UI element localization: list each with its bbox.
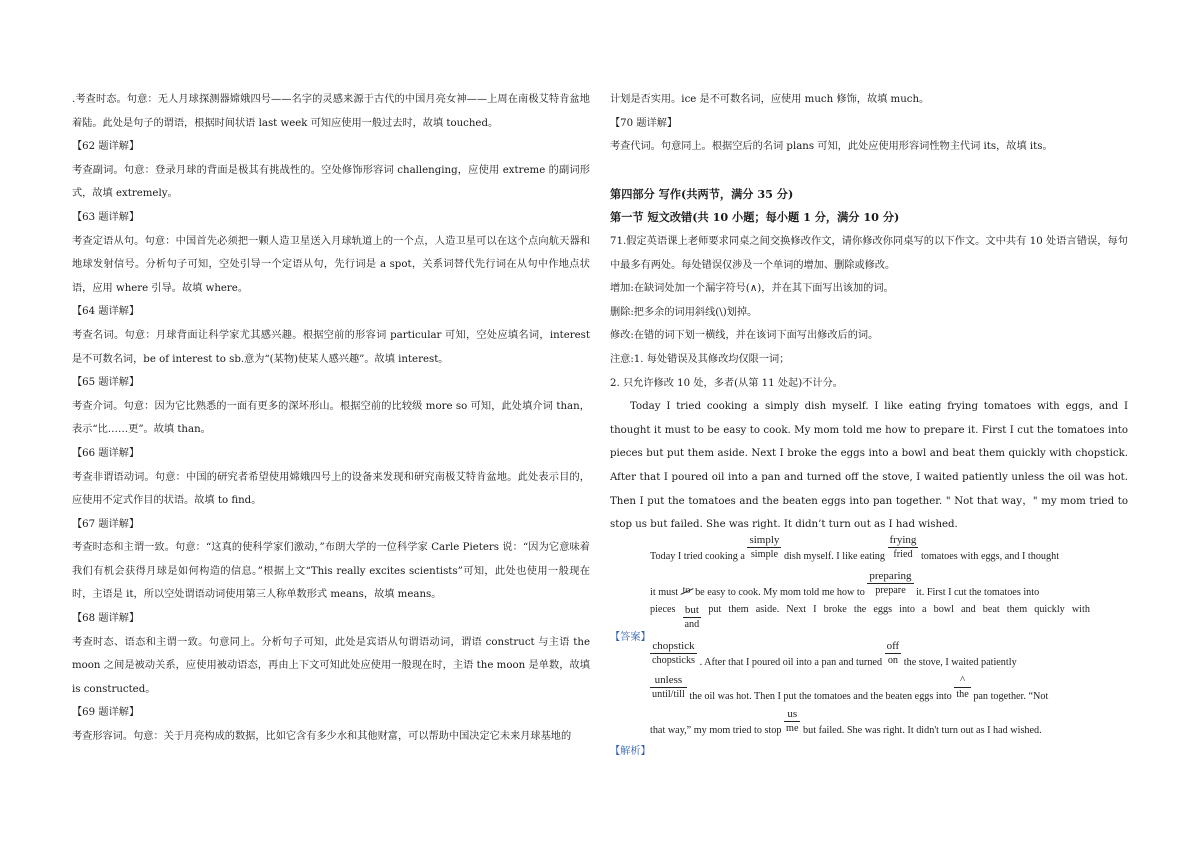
- correction-new: but: [683, 604, 702, 618]
- fig-word: into: [899, 604, 915, 615]
- right-column: [610, 88, 1128, 537]
- correction-new: unless: [650, 674, 687, 688]
- rule-modify: 修改:在错的词下划一横线，并在该词下面写出修改后的词。: [610, 330, 879, 342]
- q69-text: 考查形容词。句意：关于月亮构成的数据，比如它含有多少水和其他财富，可以帮助中国决定它未来月球基地的: [72, 731, 572, 743]
- fig-word: a: [922, 604, 927, 615]
- correction-old: me: [786, 723, 799, 734]
- correction-old: and: [684, 619, 700, 630]
- fig-word: beat: [982, 604, 1000, 615]
- correction-chopstick: [650, 640, 697, 668]
- fig-text: . After that I poured oil into a pan and turned: [699, 657, 883, 668]
- correction-simply: [747, 534, 781, 562]
- fig-word: quickly: [1034, 604, 1065, 615]
- fig-line-4: [650, 640, 1090, 668]
- fig-word: them: [728, 604, 749, 615]
- correction-us: [784, 708, 800, 736]
- fig-line-2: [650, 570, 1090, 598]
- correction-old: fried: [893, 549, 913, 560]
- fig-text: it must: [650, 587, 679, 598]
- section1-heading: 第一节 短文改错(共 10 小题；每小题 1 分，满分 10 分): [610, 210, 900, 225]
- fig-word: bowl: [933, 604, 954, 615]
- fig-text: pan together. “Not: [973, 691, 1049, 702]
- fig-text: pieces: [650, 604, 676, 615]
- part4-heading: 第四部分 写作(共两节，满分 35 分): [610, 186, 794, 201]
- fig-text: tomatoes with eggs, and I thought: [920, 551, 1060, 562]
- fig-word: them: [1006, 604, 1028, 615]
- correction-old: prepare: [875, 585, 906, 596]
- q62-text: 考查副词。句意：登录月球的背面是极其有挑战性的。空处修饰形容词 challenging，应使用 extreme 的副词形式，故填 extremely。: [72, 164, 590, 200]
- spacer: [610, 159, 1128, 183]
- fig-text: dish myself. I like eating: [783, 551, 885, 562]
- correction-to-deleted: [681, 584, 693, 598]
- fig-text: but failed. She was right. It didn't turn out as I had wished.: [803, 725, 1042, 736]
- q71-intro: 71.假定英语课上老师要求同桌之间交换修改作文，请你修改你同桌写的以下作文。文中共有 10 处语言错误，每句中最多有两处。每处错误仅涉及一个单词的增加、删除或修改。: [610, 235, 1128, 271]
- q61-tail: .考查时态。句意：无人月球探测器嫦娥四号——名字的灵感来源于古代的中国月亮女神——上周在南极艾特肯盆地着陆。此处是句子的谓语，根据时间状语 last week 可知应使用一般过去时，故填 touched。: [72, 94, 590, 129]
- fig-word: with: [1071, 604, 1090, 615]
- fig-word: aside.: [755, 604, 780, 615]
- correction-new: frying: [889, 534, 917, 546]
- correction-new: off: [886, 640, 900, 652]
- correction-unless: [650, 674, 687, 702]
- q63-text: 考查定语从句。句意：中国首先必须把一颗人造卫星送入月球轨道上的一个点，人造卫星可以在这个点向航天器和地球发射信号。分析句子可知，空处引导一个定语从句，先行词是 a spot，关系词替代先行词在从句中作地点状语，应用 where 引导。故填 where。: [72, 235, 590, 294]
- deleted-word: to: [682, 585, 691, 596]
- answer-label: 【答案】: [610, 632, 651, 643]
- left-column: [72, 88, 590, 749]
- correction-old: until/till: [652, 689, 685, 700]
- caret-mark: ^: [954, 674, 970, 688]
- correction-off: [885, 640, 902, 668]
- rule-delete: 删除:把多余的词用斜线(\)划掉。: [610, 306, 758, 318]
- correction-new: us: [784, 708, 800, 722]
- rule-add: 增加:在缺词处加一个漏字符号(∧)，并在其下面写出该加的词。: [610, 283, 894, 295]
- inserted-word: the: [956, 689, 969, 700]
- correction-new: preparing: [869, 570, 912, 582]
- correction-but: [683, 604, 702, 632]
- q65-title: 【65 题详解】: [72, 377, 140, 389]
- correction-frying: [888, 534, 919, 562]
- fig-word: the: [853, 604, 867, 615]
- q69-title: 【69 题详解】: [72, 707, 140, 719]
- correction-preparing: [867, 570, 913, 598]
- fig-word: put: [708, 604, 722, 615]
- correction-image: [650, 532, 1090, 744]
- fig-line-6: [650, 708, 1090, 736]
- analysis-label: 【解析】: [610, 746, 651, 757]
- q67-title: 【67 题详解】: [72, 518, 140, 530]
- q65-text: 考查介词。句意：因为它比熟悉的一面有更多的深坏形山。根据空前的比较级 more so 可知，此处填介词 than，表示“比……更”。故填 than。: [72, 400, 590, 436]
- fig-word: and: [961, 604, 976, 615]
- correction-new: chopstick: [650, 640, 697, 654]
- q66-text: 考查非谓语动词。句意：中国的研究者希望使用嫦娥四号上的设备来发现和研究南极艾特肯盆地。此处表示目的，应使用不定式作目的状语。故填 to find。: [72, 471, 590, 507]
- fig-word: eggs: [873, 604, 893, 615]
- fig-word: I: [813, 604, 817, 615]
- q63-title: 【63 题详解】: [72, 211, 140, 223]
- q66-title: 【66 题详解】: [72, 447, 140, 459]
- answer-figure: [610, 532, 1130, 762]
- fig-text: Today I tried cooking a: [650, 551, 745, 562]
- fig-line-5: [650, 674, 1090, 702]
- correction-old: simple: [750, 549, 779, 560]
- correction-old: chopsticks: [652, 655, 696, 666]
- fig-text: that way,” my mom tried to stop: [650, 725, 782, 736]
- note-2: 2. 只允许修改 10 处，多者(从第 11 处起)不计分。: [610, 377, 843, 389]
- correction-old: on: [887, 655, 898, 666]
- note-1: 注意:1. 每处错误及其修改均仅限一词；: [610, 353, 790, 365]
- q68-text: 考查时态、语态和主谓一致。句意同上。分析句子可知，此处是宾语从句谓语动词，谓语 construct 与主语 the moon 之间是被动关系，应使用被动语态，再由上下文可知此处应使用一般现在时，主语 the moon 是单数，故填 is constructed。: [72, 636, 590, 695]
- essay-text: Today I tried cooking a simply dish myself. I like eating frying tomatoes with eggs, and I thought it must to be easy to cook. My mom told me how to prepare it. First I cut the tomatoes into pieces but put them aside. Next I broke the eggs into a bowl and beat them quickly with chopstick. After that I poured oil into a pan and turned off the stove, I waited patiently unless the oil was hot. Then I put the tomatoes and the beaten eggs into pan together. " Not that way，" my mom tried to stop us but failed. She was right. It didn’t turn out as I had wished.: [610, 401, 1128, 531]
- fig-text: be easy to cook. My mom told me how to: [695, 587, 865, 598]
- q70-text: 考查代词。句意同上。根据空后的名词 plans 可知，此处应使用形容词性物主代词 its，故填 its。: [610, 141, 1053, 153]
- q64-text: 考查名词。句意：月球背面让科学家尤其感兴趣。根据空前的形容词 particular 可知，空处应填名词，interest 是不可数名词，be of interest to sb.意为“(某物)使某人感兴趣”。故填 interest。: [72, 329, 590, 365]
- fig-text: it. First I cut the tomatoes into: [916, 587, 1040, 598]
- q68-title: 【68 题详解】: [72, 613, 140, 625]
- fig-word: Next: [786, 604, 807, 615]
- q70-title: 【70 题详解】: [610, 117, 678, 129]
- fig-word: broke: [823, 604, 847, 615]
- q69-tail: 计划是否实用。ice 是不可数名词，应使用 much 修饰，故填 much。: [610, 94, 930, 105]
- correction-new: simply: [749, 534, 780, 546]
- q64-title: 【64 题详解】: [72, 306, 140, 318]
- fig-line-3: [650, 604, 1090, 632]
- fig-text: the stove, I waited patiently: [903, 657, 1017, 668]
- q67-text: 考查时态和主谓一致。句意：“这真的使科学家们激动，”布朗大学的一位科学家 Carle Pieters 说：“因为它意味着我们有机会获得月球是如何构造的信息。”根据上文“This really excites scientists”可知，此处也使用一般现在时，主语是 it，所以空处谓语动词使用第三人称单数形式 means，故填 means。: [72, 542, 590, 601]
- fig-text: the oil was hot. Then I put the tomatoes and the beaten eggs into: [689, 691, 952, 702]
- q62-title: 【62 题详解】: [72, 141, 140, 153]
- insertion-the: [954, 674, 970, 702]
- fig-line-1: [650, 534, 1090, 562]
